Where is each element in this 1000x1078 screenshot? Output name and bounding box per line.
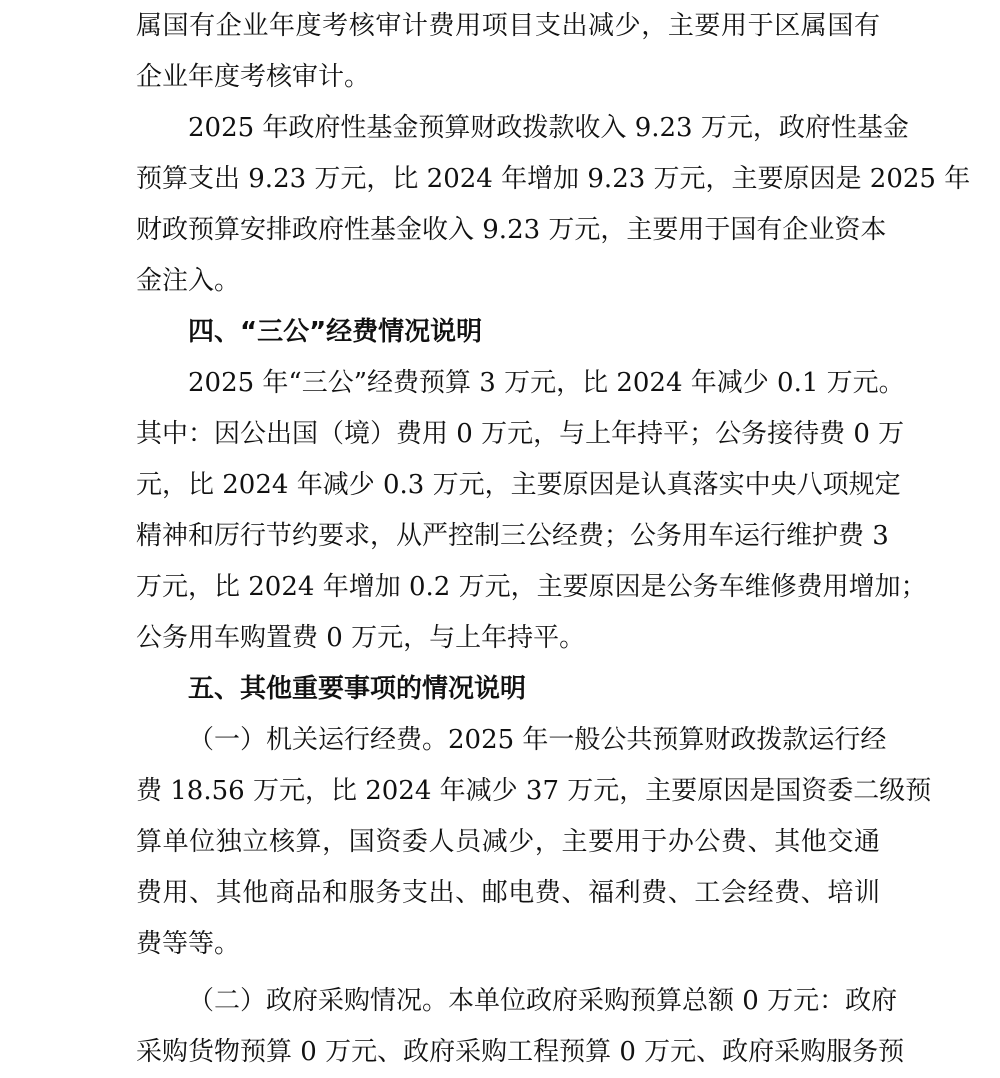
paragraph-line: 万元，比 2024 年增加 0.2 万元，主要原因是公务车维修费用增加； xyxy=(136,572,927,602)
paragraph-line: 财政预算安排政府性基金收入 9.23 万元，主要用于国有企业资本 xyxy=(136,215,887,245)
paragraph-line: 精神和厉行节约要求，从严控制三公经费；公务用车运行维护费 3 xyxy=(136,521,889,551)
paragraph-line: 元，比 2024 年减少 0.3 万元，主要原因是认真落实中央八项规定 xyxy=(136,470,901,500)
paragraph-line: 费 18.56 万元，比 2024 年减少 37 万元，主要原因是国资委二级预 xyxy=(136,776,932,806)
paragraph-line: 企业年度考核审计。 xyxy=(136,62,371,92)
paragraph-line: 预算支出 9.23 万元，比 2024 年增加 9.23 万元，主要原因是 2025 年 xyxy=(136,164,971,194)
paragraph-line: 其中：因公出国（境）费用 0 万元，与上年持平；公务接待费 0 万 xyxy=(136,419,905,449)
paragraph-line: （二）政府采购情况。本单位政府采购预算总额 0 万元：政府 xyxy=(188,986,898,1016)
paragraph-line: 公务用车购置费 0 万元，与上年持平。 xyxy=(136,623,586,653)
paragraph-line: 属国有企业年度考核审计费用项目支出减少，主要用于区属国有 xyxy=(136,11,880,41)
paragraph-line: 2025 年“三公”经费预算 3 万元，比 2024 年减少 0.1 万元。 xyxy=(188,368,905,398)
paragraph-line: （一）机关运行经费。2025 年一般公共预算财政拨款运行经 xyxy=(188,725,887,755)
section-heading: 五、其他重要事项的情况说明 xyxy=(188,674,527,704)
paragraph-line: 采购货物预算 0 万元、政府采购工程预算 0 万元、政府采购服务预 xyxy=(136,1037,905,1067)
paragraph-line: 2025 年政府性基金预算财政拨款收入 9.23 万元，政府性基金 xyxy=(188,113,909,143)
paragraph-line: 算单位独立核算，国资委人员减少，主要用于办公费、其他交通 xyxy=(136,827,880,857)
paragraph-line: 费用、其他商品和服务支出、邮电费、福利费、工会经费、培训 xyxy=(136,878,880,908)
paragraph-line: 费等等。 xyxy=(136,929,241,959)
section-heading: 四、“三公”经费情况说明 xyxy=(188,317,483,347)
document-body xyxy=(136,0,971,1078)
paragraph-line: 金注入。 xyxy=(136,266,241,296)
